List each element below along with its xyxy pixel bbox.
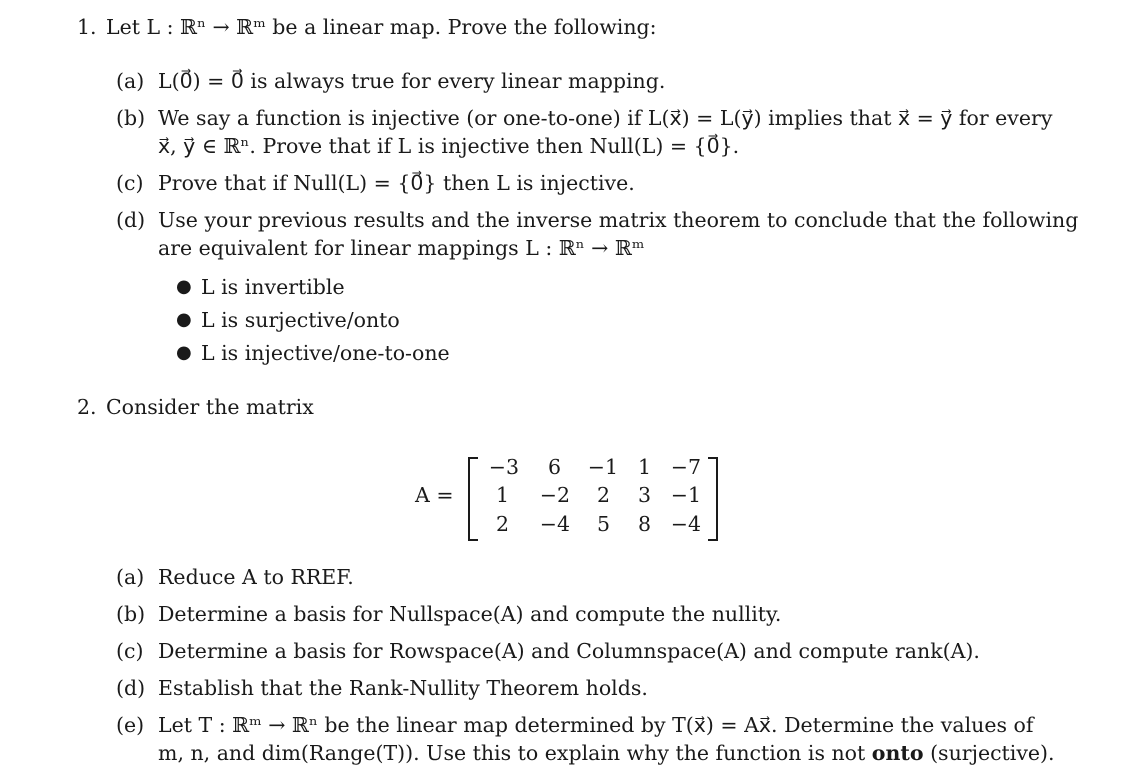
bullet-icon: ● xyxy=(176,276,192,297)
matrix-cell: 1 xyxy=(637,455,651,479)
onto-emphasis: onto xyxy=(871,741,924,765)
matrix-cell: 2 xyxy=(596,483,610,507)
matrix-cell: 2 xyxy=(495,512,509,536)
problem-1-intro: Let L : ℝⁿ → ℝᵐ be a linear map. Prove the following: xyxy=(106,15,657,39)
bullet-item: L is injective/one-to-one xyxy=(201,341,450,365)
part-1c-label: (c) xyxy=(116,171,144,195)
problem-2-number: 2. xyxy=(77,395,97,419)
part-1b-text-line-2: x⃗, y⃗ ∈ ℝⁿ. Prove that if L is injective then Null(L) = {0⃗}. xyxy=(158,134,740,158)
part-2e-label: (e) xyxy=(116,713,145,737)
part-2b-label: (b) xyxy=(116,602,146,626)
bullet-item: L is invertible xyxy=(201,275,345,299)
part-2e-text-line-1: Let T : ℝᵐ → ℝⁿ be the linear map determined by T(x⃗) = Ax⃗. Determine the values of xyxy=(158,713,1034,737)
matrix-cell: −4 xyxy=(539,512,570,536)
part-2a-text: Reduce A to RREF. xyxy=(158,565,354,589)
part-1d-text-line-1: Use your previous results and the inverse matrix theorem to conclude that the following xyxy=(158,208,1079,232)
matrix-cell: −7 xyxy=(670,455,701,479)
part-2e-text-line-2-tail: (surjective). xyxy=(930,741,1055,765)
matrix-cell: −4 xyxy=(670,512,701,536)
part-1b-text-line-1: We say a function is injective (or one-to-one) if L(x⃗) = L(y⃗) implies that x⃗ = y⃗ for every xyxy=(158,106,1053,130)
part-2e-text-line-2 xyxy=(158,739,1055,767)
matrix-cell: 8 xyxy=(637,512,651,536)
matrix-cell: 5 xyxy=(596,512,610,536)
part-2c-text: Determine a basis for Rowspace(A) and Columnspace(A) and compute rank(A). xyxy=(158,639,980,663)
part-2d-label: (d) xyxy=(116,676,146,700)
part-2c-label: (c) xyxy=(116,639,144,663)
part-1d-text-line-2: are equivalent for linear mappings L : ℝⁿ → ℝᵐ xyxy=(158,236,645,260)
matrix-cell: 1 xyxy=(495,483,509,507)
matrix-cell: −1 xyxy=(587,455,618,479)
right-bracket-icon xyxy=(708,457,718,541)
bullet-icon: ● xyxy=(176,309,192,330)
matrix-cell: −3 xyxy=(488,455,519,479)
matrix-cell: −1 xyxy=(670,483,701,507)
matrix-cell: 3 xyxy=(637,483,651,507)
matrix-cell: 6 xyxy=(547,455,561,479)
part-2a-label: (a) xyxy=(116,565,145,589)
part-2e-text-line-2-main: m, n, and dim(Range(T)). Use this to explain why the function is not xyxy=(158,741,866,765)
bullet-item: L is surjective/onto xyxy=(201,308,400,332)
part-1a-label: (a) xyxy=(116,69,145,93)
problem-1-number: 1. xyxy=(77,15,97,39)
matrix-cell: −2 xyxy=(539,483,570,507)
part-1b-label: (b) xyxy=(116,106,146,130)
bullet-icon: ● xyxy=(176,342,192,363)
part-1a-text: L(0⃗) = 0⃗ is always true for every linear mapping. xyxy=(158,69,666,93)
matrix-name: A = xyxy=(415,483,454,507)
part-2b-text: Determine a basis for Nullspace(A) and compute the nullity. xyxy=(158,602,782,626)
part-1c-text: Prove that if Null(L) = {0⃗} then L is injective. xyxy=(158,171,635,195)
part-1d-label: (d) xyxy=(116,208,146,232)
part-2d-text: Establish that the Rank-Nullity Theorem holds. xyxy=(158,676,648,700)
problem-2-intro: Consider the matrix xyxy=(106,395,314,419)
